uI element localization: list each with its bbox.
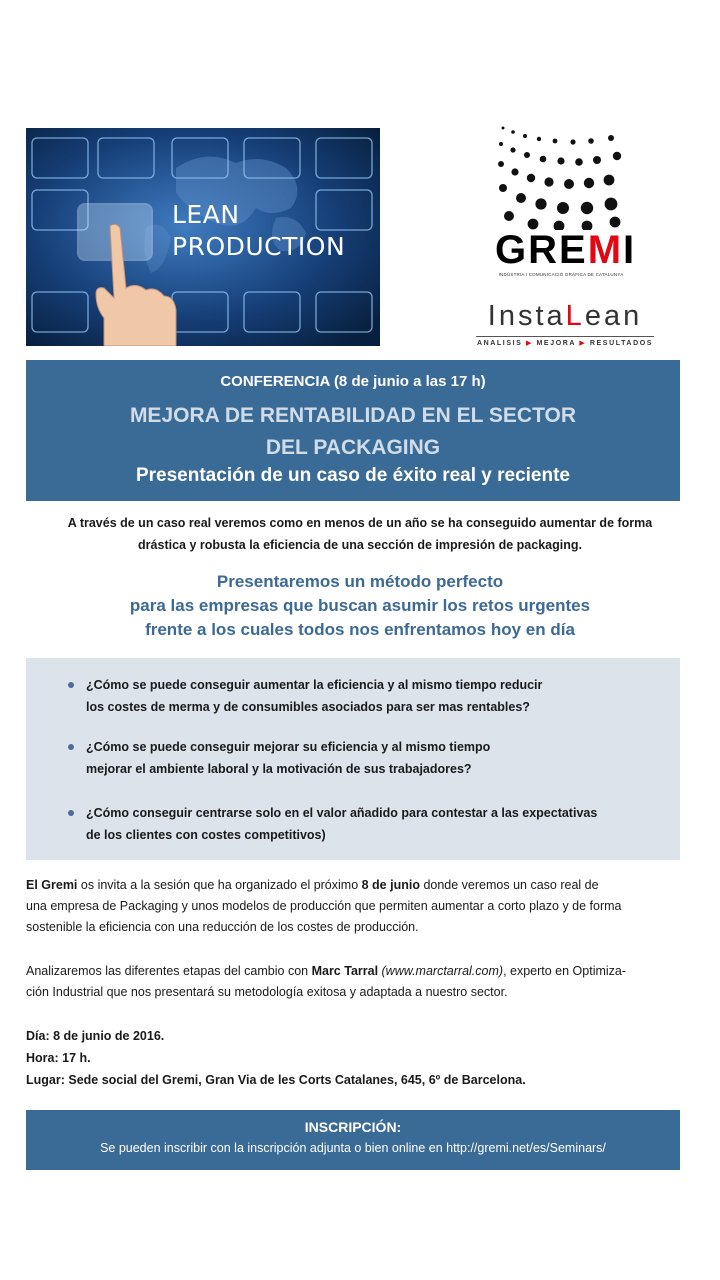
bullet-icon [68,682,74,688]
instalean-tagline: ANALISIS ▶ MEJORA ▶ RESULTADOS [476,340,654,347]
instalean-wordmark: InstaLean [487,300,643,332]
event-location: Lugar: Sede social del Gremi, Gran Via de les Corts Catalanes, 645, 6º de Barcelona. [26,1073,526,1087]
conference-banner [26,360,680,501]
gremi-wordmark: GREMI [495,228,637,272]
gremi-logo [495,122,637,282]
conference-subtitle: Presentación de un caso de éxito real y reciente [135,465,570,486]
event-day: Día: 8 de junio de 2016. [26,1029,165,1043]
bullet-icon [68,744,74,750]
registration-text: Se pueden inscribir con la inscripción adjunta o bien online en http://gremi.net/es/Seminars/ [100,1141,606,1155]
question-item: ¿Cómo se puede conseguir mejorar su eficiencia y al mismo tiempo mejorar el ambiente laboral y la motivación de sus trabajadores? [86,736,656,780]
speaker-paragraph: Analizaremos las diferentes etapas del cambio con Marc Tarral (www.marctarral.com), experto en Optimiza- ción Industrial que nos presentará su metodología exitosa y adaptada a nuestro sector. [26,964,627,999]
instalean-divider [476,336,654,337]
method-heading: Presentaremos un método perfecto para las empresas que buscan asumir los retos urgentes frente a los cuales todos nos enfrentamos hoy en día [129,572,591,639]
question-item: ¿Cómo conseguir centrarse solo en el valor añadido para contestar a las expectativas de los clientes con costes competitivos) [86,802,656,846]
questions-panel [26,658,680,860]
instalean-logo [470,302,660,350]
conference-title: MEJORA DE RENTABILIDAD EN EL SECTOR DEL PACKAGING [129,404,577,459]
gremi-subtitle: INDÚSTRIA I COMUNICACIÓ GRÀFICA DE CATALUNYA [498,272,624,277]
invitation-paragraph: El Gremi os invita a la sesión que ha organizado el próximo 8 de junio donde veremos un caso real de una empresa de Packaging y unos modelos de producción que permiten aumentar a corto plazo y de forma sostenible la eficiencia con una reducción de los costes de producción. [26,878,622,934]
bullet-icon [68,810,74,816]
event-details [26,1025,694,1091]
hero-title-line1: LEAN [172,200,240,229]
intro-text: A través de un caso real veremos como en menos de un año se ha conseguido aumentar de forma drástica y robusta la eficiencia de una sección de impresión de packaging. [67,516,653,552]
gremi-dots-graphic [495,122,627,230]
lean-production-image [26,128,380,346]
question-item: ¿Cómo se puede conseguir aumentar la eficiencia y al mismo tiempo reducir los costes de merma y de consumibles asociados para ser mas rentables? [86,674,656,718]
registration-banner [26,1110,680,1170]
event-time: Hora: 17 h. [26,1051,91,1065]
registration-title: INSCRIPCIÓN: [304,1119,402,1135]
hero-title-line2: PRODUCTION [172,232,346,261]
conference-date: CONFERENCIA (8 de junio a las 17 h) [220,373,486,390]
speaker-website: (www.marctarral.com) [378,964,504,978]
